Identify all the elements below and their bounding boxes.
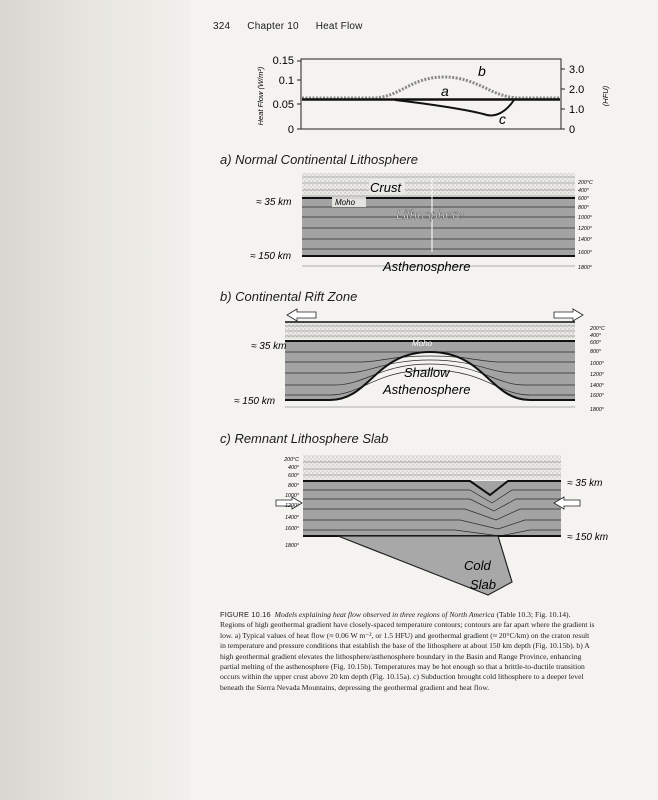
left-axis-label: Heat Flow (W/m²) [256, 66, 265, 126]
panel-a-moho: Moho [335, 198, 356, 207]
panel-c-slab: Slab [470, 577, 497, 592]
right-arrow-icon [554, 309, 583, 321]
caption-text: (Table 10.3; Fig. 10.14). Regions of high geothermal gradient have closely-spaced temperature contours; contours are far apart where the gradient is low. a) Typical values of heat flow (≈ 0.06 W m⁻², or 1.5 HFU) and geothermal gradient (≈ 20°C/km) on the craton result in temperature and pressure conditions that establish the base of the lithosphere at about 150 km depth (Fig. 10.15b). b) A high geothermal gradient elevates the lithosphere/asthenosphere boundary in the Basin and Range Province, enhancing partial melting of the asthenosphere (Fig. 10.15b). Temperatures may be hot enough so that a brittle-to-ductile transition occurs within the upper crust above 20 km depth (Fig. 10.15a). c) Subduction brought cold lithosphere to a deeper level beneath the Sierra Nevada Mountains, depressing the geothermal gradient and heat flow. [220, 610, 595, 692]
panel-b-title: b) Continental Rift Zone [220, 289, 358, 304]
curve-c-label: c [499, 111, 506, 127]
svg-text:600°: 600° [578, 196, 589, 202]
svg-text:1400°: 1400° [578, 237, 592, 243]
svg-text:200°C: 200°C [578, 180, 593, 186]
left-tick-2: 0.05 [272, 99, 294, 111]
panel-a-crust: Crust [370, 180, 402, 195]
page-number: 324 [213, 21, 231, 32]
curve-b-label: b [478, 63, 486, 79]
panel-a-diagram [250, 173, 593, 274]
right-tick-1: 2.0 [569, 84, 585, 96]
svg-text:1800°: 1800° [578, 265, 592, 271]
curve-b [302, 77, 560, 98]
section-label: Heat Flow [315, 21, 363, 32]
svg-text:1200°: 1200° [285, 503, 299, 509]
chart-frame [301, 59, 561, 129]
chapter-label: Chapter 10 [247, 21, 299, 32]
panel-c-diagram [276, 455, 608, 595]
svg-text:800°: 800° [288, 483, 299, 489]
panel-b-diagram [234, 309, 605, 413]
right-axis-label: (HFU) [601, 85, 610, 107]
svg-text:400°: 400° [288, 465, 299, 471]
panel-b-shallow: Shallow [404, 365, 450, 380]
panel-b-depth-35: ≈ 35 km [251, 341, 287, 352]
panel-c-depth-35: ≈ 35 km [567, 478, 603, 489]
figure-caption [220, 610, 595, 693]
svg-text:1200°: 1200° [578, 226, 592, 232]
svg-text:200°C: 200°C [284, 457, 299, 463]
heat-flow-chart [256, 55, 610, 136]
panel-a-depth-35: ≈ 35 km [256, 197, 292, 208]
left-tick-3: 0 [287, 124, 294, 136]
panel-a-lithosphere: Lithosphere [396, 207, 464, 222]
svg-text:1400°: 1400° [285, 515, 299, 521]
panel-c-depth-150: ≈ 150 km [567, 532, 609, 543]
svg-text:1200°: 1200° [590, 372, 604, 378]
svg-text:1600°: 1600° [285, 526, 299, 532]
left-arrow-icon [287, 309, 316, 321]
svg-text:1800°: 1800° [590, 407, 604, 413]
panel-c-title: c) Remnant Lithosphere Slab [220, 431, 389, 446]
panel-c-cold: Cold [464, 558, 491, 573]
svg-text:600°: 600° [590, 340, 601, 346]
curve-c [395, 100, 514, 115]
svg-text:1400°: 1400° [590, 383, 604, 389]
caption-title: Models explaining heat flow observed in three regions of North America [274, 610, 495, 619]
panel-b-moho: Moho [412, 339, 433, 348]
svg-text:1000°: 1000° [590, 361, 604, 367]
svg-text:1800°: 1800° [285, 543, 299, 549]
right-tick-2: 1.0 [569, 104, 585, 116]
svg-text:1600°: 1600° [590, 393, 604, 399]
panel-a-depth-150: ≈ 150 km [250, 251, 292, 262]
right-tick-3: 0 [569, 124, 576, 136]
panel-a-asthenosphere: Asthenosphere [383, 259, 471, 274]
svg-text:200°C: 200°C [590, 326, 605, 332]
svg-text:400°: 400° [590, 333, 601, 339]
caption-label: FIGURE 10.16 [220, 610, 271, 619]
panel-b-asthenosphere: Asthenosphere [383, 382, 471, 397]
svg-text:1000°: 1000° [285, 493, 299, 499]
curve-a-label: a [441, 83, 449, 99]
right-tick-0: 3.0 [569, 64, 585, 76]
panel-b-depth-150: ≈ 150 km [234, 396, 276, 407]
svg-text:800°: 800° [578, 205, 589, 211]
left-tick-1: 0.1 [278, 75, 294, 87]
svg-text:1600°: 1600° [578, 250, 592, 256]
panel-a-title: a) Normal Continental Lithosphere [220, 152, 418, 167]
svg-text:800°: 800° [590, 349, 601, 355]
svg-text:400°: 400° [578, 188, 589, 194]
svg-text:600°: 600° [288, 473, 299, 479]
left-tick-0: 0.15 [272, 55, 294, 67]
svg-text:1000°: 1000° [578, 215, 592, 221]
